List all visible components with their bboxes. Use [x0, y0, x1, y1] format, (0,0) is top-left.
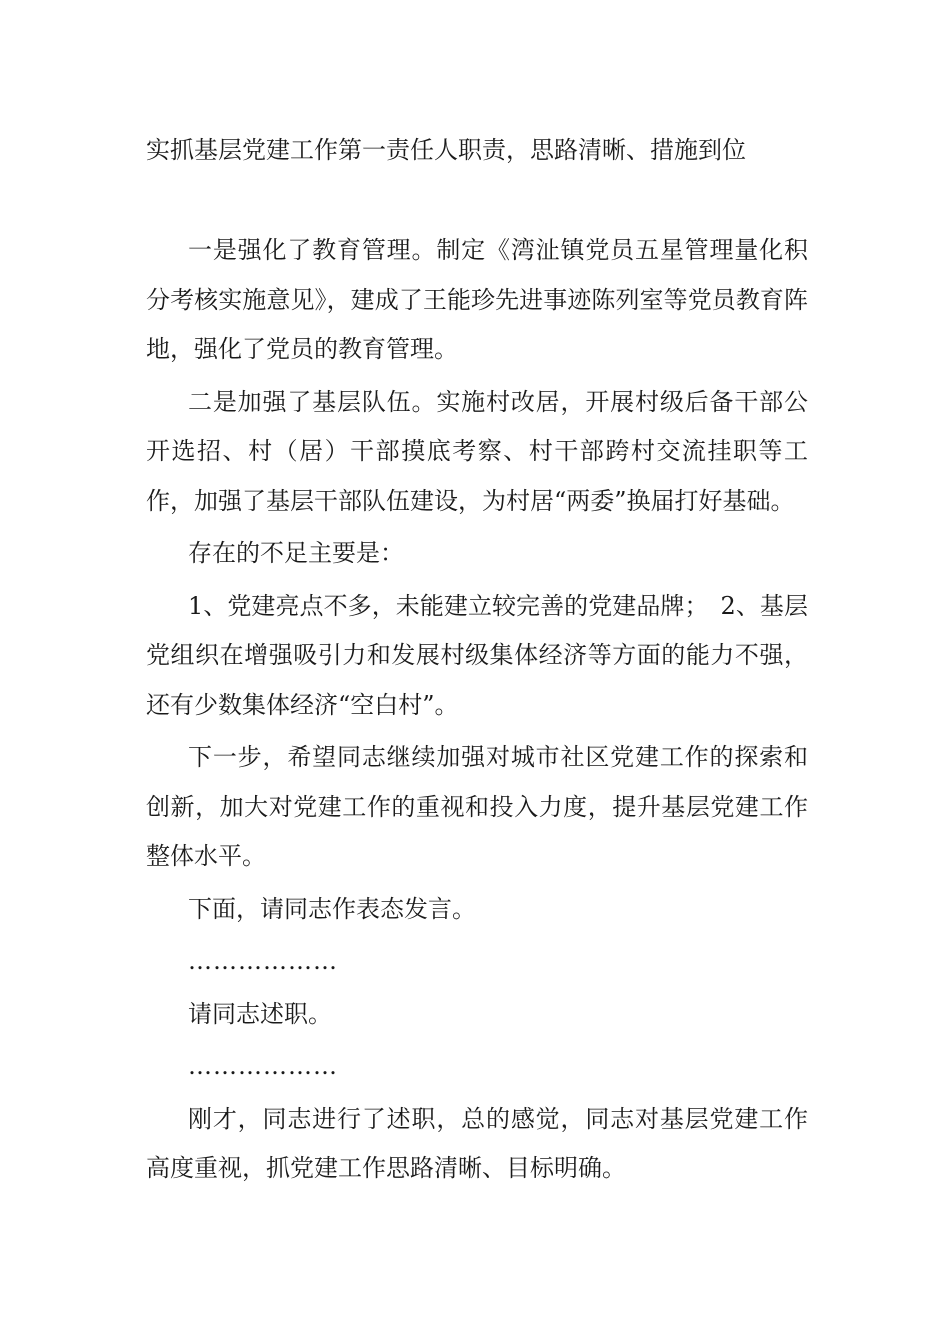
- ellipsis-line: ………………: [188, 1052, 338, 1080]
- paragraph-next-step: 下一步，希望同志继续加强对城市社区党建工作的探索和创新，加大对党建工作的重视和投入力度，提升基层党建工作整体水平。: [146, 743, 808, 870]
- paragraph-summary: 刚才，同志进行了述职，总的感觉，同志对基层党建工作高度重视，抓党建工作思路清晰、目标明确。: [146, 1104, 808, 1182]
- paragraph-education-management: 一是强化了教育管理。制定《湾沚镇党员五星管理量化积分考核实施意见》，建成了王能珍先进事迹陈列室等党员教育阵地，强化了党员的教育管理。: [146, 236, 808, 363]
- paragraph-statement-invite: 下面，请同志作表态发言。: [188, 894, 476, 923]
- paragraph-report-invite: 请同志述职。: [188, 999, 332, 1028]
- document-body: [146, 226, 808, 1197]
- paragraph-grassroots-team: 二是加强了基层队伍。实施村改居，开展村级后备干部公开选招、村（居）干部摸底考察、村干部跨村交流挂职等工作，加强了基层干部队伍建设，为村居“两委”换届打好基础。: [146, 387, 808, 515]
- paragraph-shortcomings-list: 1、党建亮点不多，未能建立较完善的党建品牌； 2、基层党组织在增强吸引力和发展村级集体经济等方面的能力不强，还有少数集体经济“空白村”。: [146, 591, 808, 719]
- paragraph-shortcomings-intro: 存在的不足主要是：: [188, 539, 404, 567]
- section-heading: 实抓基层党建工作第一责任人职责，思路清晰、措施到位: [146, 136, 746, 164]
- ellipsis-line: ………………: [188, 947, 338, 975]
